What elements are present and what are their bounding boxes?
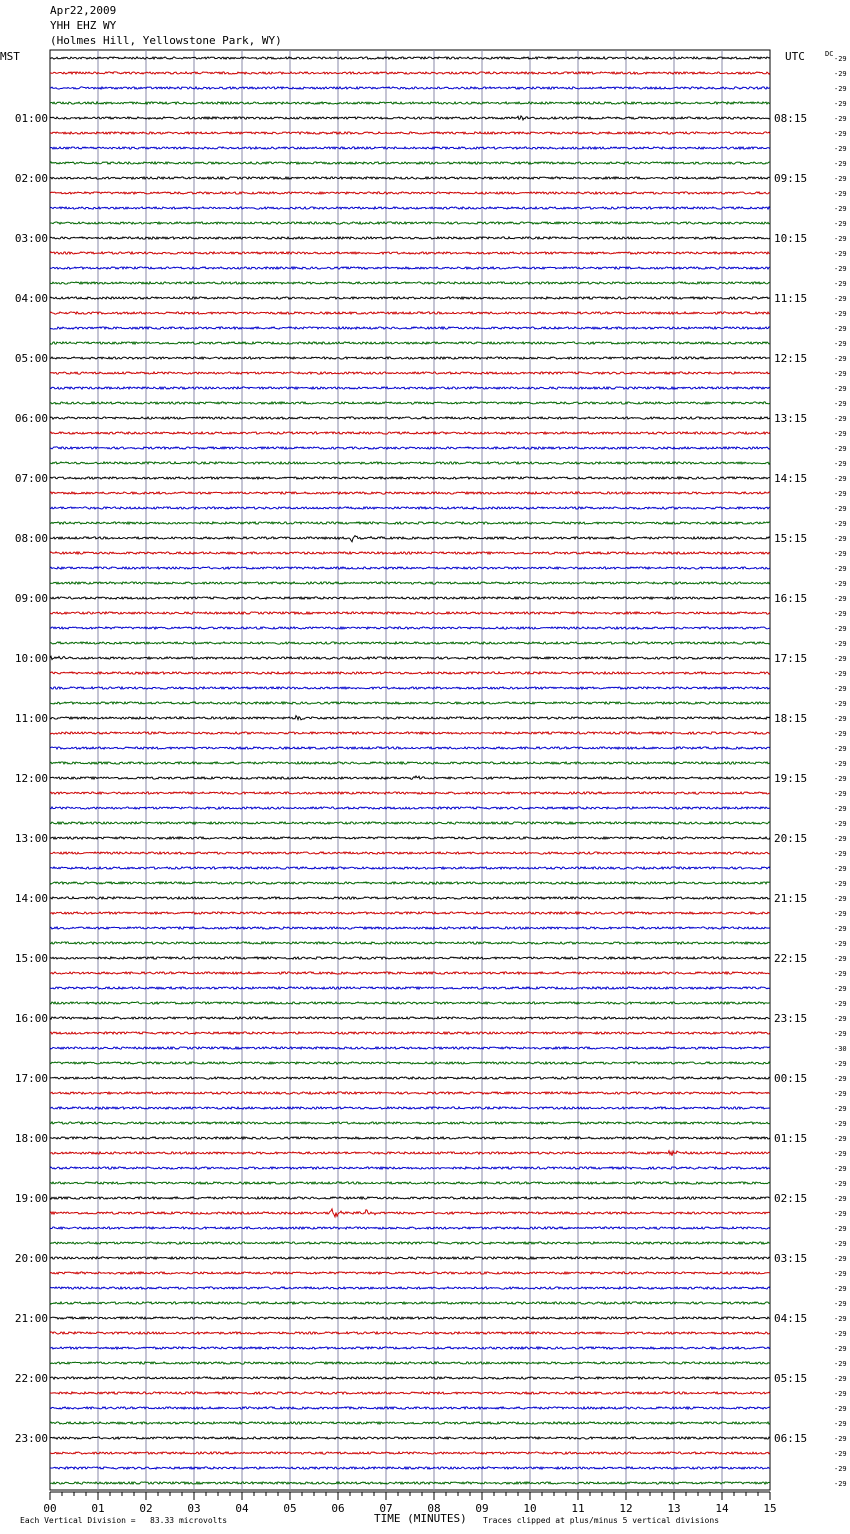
trace-row <box>50 102 770 104</box>
trace-row <box>50 1137 770 1139</box>
dc-offset-label: -29 <box>834 100 847 108</box>
trace-row <box>50 957 770 959</box>
right-time-label: 23:15 <box>774 1012 808 1025</box>
dc-offset-label: -29 <box>834 955 847 963</box>
trace-row <box>50 222 770 224</box>
right-time-label: 08:15 <box>774 112 808 125</box>
trace-row <box>50 1392 770 1394</box>
dc-offset-label: -29 <box>834 1090 847 1098</box>
left-time-label: 18:00 <box>14 1132 48 1145</box>
trace-row <box>50 72 770 74</box>
dc-offset-label: -30 <box>834 1045 847 1053</box>
dc-offset-label: -29 <box>834 1360 847 1368</box>
dc-offset-label: -29 <box>834 1390 847 1398</box>
dc-offset-label: -29 <box>834 1465 847 1473</box>
trace-row <box>50 1347 770 1349</box>
trace-row <box>50 297 770 299</box>
dc-offset-label: -29 <box>834 535 847 543</box>
trace-row <box>50 807 770 809</box>
right-time-label: 22:15 <box>774 952 808 965</box>
dc-offset-label: -29 <box>834 430 847 438</box>
trace-row <box>50 447 770 449</box>
trace-row <box>50 237 770 239</box>
trace-row <box>50 867 770 869</box>
dc-offset-label: -29 <box>834 145 847 153</box>
trace-row <box>50 656 770 659</box>
dc-offset-label: -29 <box>834 1330 847 1338</box>
right-time-label: 12:15 <box>774 352 808 365</box>
x-tick-label: 07 <box>379 1502 393 1515</box>
left-time-label: 08:00 <box>14 532 48 545</box>
dc-offset-label: -29 <box>834 1030 847 1038</box>
trace-row <box>50 642 770 644</box>
dc-offset-label: -29 <box>834 415 847 423</box>
trace-row <box>50 1209 770 1217</box>
dc-offset-label: -29 <box>834 940 847 948</box>
dc-label: DC <box>825 50 834 58</box>
dc-offset-label: -29 <box>834 640 847 648</box>
left-time-label: 07:00 <box>14 472 48 485</box>
trace-row <box>50 792 770 794</box>
right-time-label: 18:15 <box>774 712 808 725</box>
trace-row <box>50 1151 770 1156</box>
trace-row <box>50 1227 770 1229</box>
trace-row <box>50 852 770 854</box>
dc-offset-label: -29 <box>834 700 847 708</box>
dc-offset-label: -29 <box>834 280 847 288</box>
dc-offset-label: -29 <box>834 250 847 258</box>
right-time-label: 06:15 <box>774 1432 808 1445</box>
dc-offset-label: -29 <box>834 1480 847 1488</box>
left-time-label: 06:00 <box>14 412 48 425</box>
right-time-label: 13:15 <box>774 412 808 425</box>
dc-offset-label: -29 <box>834 1375 847 1383</box>
trace-row <box>50 897 770 899</box>
trace-row <box>50 192 770 194</box>
trace-row <box>50 522 770 524</box>
right-time-label: 05:15 <box>774 1372 808 1385</box>
dc-offset-label: -29 <box>834 1105 847 1113</box>
trace-row <box>50 882 770 884</box>
trace-row <box>50 1407 770 1409</box>
dc-offset-label: -29 <box>834 355 847 363</box>
left-time-label: 03:00 <box>14 232 48 245</box>
trace-row <box>50 1302 770 1304</box>
dc-offset-label: -29 <box>834 235 847 243</box>
dc-offset-label: -29 <box>834 445 847 453</box>
x-tick-label: 08 <box>427 1502 441 1515</box>
trace-row <box>50 1092 770 1094</box>
right-time-label: 17:15 <box>774 652 808 665</box>
x-tick-label: 10 <box>523 1502 537 1515</box>
trace-row <box>50 327 770 329</box>
trace-row <box>50 1242 770 1244</box>
x-tick-label: 11 <box>571 1502 585 1515</box>
left-time-label: 23:00 <box>14 1432 48 1445</box>
dc-offset-label: -29 <box>834 1435 847 1443</box>
right-time-label: 11:15 <box>774 292 808 305</box>
right-time-label: 10:15 <box>774 232 808 245</box>
dc-offset-label: -29 <box>834 1450 847 1458</box>
dc-offset-label: -29 <box>834 670 847 678</box>
dc-offset-label: -29 <box>834 580 847 588</box>
dc-offset-label: -29 <box>834 1285 847 1293</box>
trace-row <box>50 1047 770 1049</box>
dc-offset-label: -29 <box>834 685 847 693</box>
left-time-label: 17:00 <box>14 1072 48 1085</box>
dc-offset-label: -29 <box>834 1060 847 1068</box>
trace-row <box>50 672 770 674</box>
dc-offset-label: -29 <box>834 1000 847 1008</box>
trace-row <box>50 177 770 179</box>
trace-row <box>50 1017 770 1019</box>
trace-row <box>50 1122 770 1124</box>
header-location: (Holmes Hill, Yellowstone Park, WY) <box>50 34 282 47</box>
dc-offset-label: -29 <box>834 820 847 828</box>
dc-offset-label: -29 <box>834 1420 847 1428</box>
x-axis-title: TIME (MINUTES) <box>374 1512 467 1525</box>
right-time-label: 00:15 <box>774 1072 808 1085</box>
x-tick-label: 15 <box>763 1502 777 1515</box>
dc-offset-label: -29 <box>834 610 847 618</box>
trace-row <box>50 1317 770 1319</box>
dc-offset-label: -29 <box>834 1195 847 1203</box>
trace-row <box>50 942 770 944</box>
trace-row <box>50 1332 770 1334</box>
x-tick-label: 09 <box>475 1502 489 1515</box>
trace-row <box>50 927 770 929</box>
trace-row <box>50 492 770 494</box>
trace-row <box>50 1377 770 1379</box>
left-time-label: 02:00 <box>14 172 48 185</box>
dc-offset-label: -29 <box>834 325 847 333</box>
left-time-label: 10:00 <box>14 652 48 665</box>
trace-row <box>50 1032 770 1034</box>
dc-offset-label: -29 <box>834 895 847 903</box>
trace-row <box>50 1422 770 1424</box>
trace-row <box>50 1272 770 1274</box>
dc-offset-label: -29 <box>834 55 847 63</box>
trace-row <box>50 747 770 749</box>
left-time-label: 16:00 <box>14 1012 48 1025</box>
trace-row <box>50 477 770 479</box>
left-time-label: 04:00 <box>14 292 48 305</box>
trace-row <box>50 1107 770 1109</box>
trace-row <box>50 912 770 914</box>
dc-offset-label: -29 <box>834 1165 847 1173</box>
dc-offset-label: -29 <box>834 595 847 603</box>
dc-offset-label: -29 <box>834 925 847 933</box>
dc-offset-label: -29 <box>834 1120 847 1128</box>
dc-offset-label: -29 <box>834 1405 847 1413</box>
dc-offset-label: -29 <box>834 1255 847 1263</box>
dc-offset-label: -29 <box>834 205 847 213</box>
dc-offset-label: -29 <box>834 190 847 198</box>
right-time-label: 04:15 <box>774 1312 808 1325</box>
trace-row <box>50 627 770 629</box>
trace-row <box>50 597 770 599</box>
dc-offset-label: -29 <box>834 70 847 78</box>
trace-row <box>50 1452 770 1454</box>
dc-offset-label: -29 <box>834 265 847 273</box>
left-time-label: 19:00 <box>14 1192 48 1205</box>
x-tick-label: 02 <box>139 1502 153 1515</box>
dc-offset-label: -29 <box>834 295 847 303</box>
trace-row <box>50 552 770 554</box>
dc-offset-label: -29 <box>834 460 847 468</box>
right-time-label: 21:15 <box>774 892 808 905</box>
trace-row <box>50 267 770 269</box>
dc-offset-label: -29 <box>834 370 847 378</box>
clip-note: Traces clipped at plus/minus 5 vertical divisions <box>483 1516 720 1525</box>
dc-offset-label: -29 <box>834 865 847 873</box>
trace-row <box>50 207 770 209</box>
dc-offset-label: -29 <box>834 175 847 183</box>
dc-offset-label: -29 <box>834 970 847 978</box>
left-time-label: 14:00 <box>14 892 48 905</box>
trace-row <box>50 762 770 764</box>
left-time-label: 11:00 <box>14 712 48 725</box>
trace-row <box>50 1167 770 1169</box>
header-station: YHH EHZ WY <box>50 19 117 32</box>
dc-offset-label: -29 <box>834 715 847 723</box>
dc-offset-label: -29 <box>834 835 847 843</box>
trace-row <box>50 987 770 989</box>
trace-row <box>50 1362 770 1364</box>
right-time-label: 15:15 <box>774 532 808 545</box>
left-time-label: 13:00 <box>14 832 48 845</box>
dc-offset-label: -29 <box>834 625 847 633</box>
x-tick-label: 01 <box>91 1502 105 1515</box>
dc-offset-label: -29 <box>834 1225 847 1233</box>
trace-row <box>50 132 770 134</box>
trace-row <box>50 252 770 254</box>
trace-row <box>50 282 770 284</box>
left-timezone-label: MST <box>0 50 20 63</box>
trace-row <box>50 312 770 314</box>
dc-offset-label: -29 <box>834 730 847 738</box>
trace-row <box>50 87 770 89</box>
dc-offset-label: -29 <box>834 400 847 408</box>
trace-row <box>50 147 770 149</box>
dc-offset-label: -29 <box>834 220 847 228</box>
trace-row <box>50 1287 770 1289</box>
right-time-label: 02:15 <box>774 1192 808 1205</box>
left-time-label: 09:00 <box>14 592 48 605</box>
dc-offset-label: -29 <box>834 790 847 798</box>
dc-offset-label: -29 <box>834 850 847 858</box>
scale-note: Each Vertical Division = 83.33 microvolts <box>20 1516 228 1525</box>
trace-row <box>50 1467 770 1469</box>
dc-offset-label: -29 <box>834 1270 847 1278</box>
trace-row <box>50 342 770 344</box>
dc-offset-label: -29 <box>834 745 847 753</box>
trace-row <box>50 687 770 689</box>
trace-row <box>50 507 770 509</box>
trace-row <box>50 567 770 569</box>
dc-offset-label: -29 <box>834 340 847 348</box>
trace-row <box>50 732 770 734</box>
dc-offset-label: -29 <box>834 655 847 663</box>
left-time-label: 21:00 <box>14 1312 48 1325</box>
left-time-label: 12:00 <box>14 772 48 785</box>
right-time-label: 03:15 <box>774 1252 808 1265</box>
trace-row <box>50 1182 770 1184</box>
dc-offset-label: -29 <box>834 1240 847 1248</box>
trace-row <box>50 1002 770 1004</box>
dc-offset-label: -29 <box>834 1015 847 1023</box>
trace-row <box>50 462 770 464</box>
dc-offset-label: -29 <box>834 1210 847 1218</box>
x-tick-label: 04 <box>235 1502 249 1515</box>
left-time-label: 01:00 <box>14 112 48 125</box>
dc-offset-label: -29 <box>834 475 847 483</box>
dc-offset-label: -29 <box>834 1150 847 1158</box>
trace-row <box>50 57 770 59</box>
trace-row <box>50 372 770 374</box>
x-tick-label: 06 <box>331 1502 345 1515</box>
trace-row <box>50 1077 770 1079</box>
dc-offset-label: -29 <box>834 1135 847 1143</box>
trace-row <box>50 357 770 359</box>
trace-row <box>50 162 770 164</box>
dc-offset-label: -29 <box>834 910 847 918</box>
trace-row <box>50 972 770 974</box>
dc-offset-label: -29 <box>834 310 847 318</box>
dc-offset-label: -29 <box>834 490 847 498</box>
trace-row <box>50 837 770 839</box>
dc-offset-label: -29 <box>834 550 847 558</box>
dc-offset-label: -29 <box>834 115 847 123</box>
trace-row <box>50 1197 770 1199</box>
x-tick-label: 13 <box>667 1502 681 1515</box>
trace-row <box>50 387 770 389</box>
trace-row <box>50 582 770 584</box>
dc-offset-label: -29 <box>834 385 847 393</box>
left-time-label: 15:00 <box>14 952 48 965</box>
right-time-label: 16:15 <box>774 592 808 605</box>
dc-offset-label: -29 <box>834 160 847 168</box>
dc-offset-label: -29 <box>834 1180 847 1188</box>
dc-offset-label: -29 <box>834 880 847 888</box>
trace-row <box>50 1437 770 1439</box>
dc-offset-label: -29 <box>834 760 847 768</box>
trace-row <box>50 116 770 120</box>
dc-offset-label: -29 <box>834 985 847 993</box>
trace-row <box>50 1482 770 1484</box>
dc-offset-label: -29 <box>834 520 847 528</box>
trace-row <box>50 716 770 720</box>
header-date: Apr22,2009 <box>50 4 117 17</box>
dc-offset-label: -29 <box>834 130 847 138</box>
right-time-label: 01:15 <box>774 1132 808 1145</box>
trace-row <box>50 417 770 419</box>
left-time-label: 05:00 <box>14 352 48 365</box>
trace-row <box>50 432 770 434</box>
trace-row <box>50 702 770 704</box>
x-tick-label: 12 <box>619 1502 633 1515</box>
left-time-label: 22:00 <box>14 1372 48 1385</box>
dc-offset-label: -29 <box>834 1315 847 1323</box>
right-time-label: 20:15 <box>774 832 808 845</box>
dc-offset-label: -29 <box>834 1345 847 1353</box>
x-tick-label: 00 <box>43 1502 57 1515</box>
trace-row <box>50 776 770 779</box>
right-time-label: 14:15 <box>774 472 808 485</box>
dc-offset-label: -29 <box>834 565 847 573</box>
x-tick-label: 05 <box>283 1502 297 1515</box>
dc-offset-label: -29 <box>834 505 847 513</box>
trace-row <box>50 536 770 542</box>
right-time-label: 19:15 <box>774 772 808 785</box>
trace-row <box>50 1257 770 1259</box>
right-time-label: 09:15 <box>774 172 808 185</box>
dc-offset-label: -29 <box>834 1300 847 1308</box>
x-tick-label: 14 <box>715 1502 729 1515</box>
dc-offset-label: -29 <box>834 775 847 783</box>
trace-row <box>50 1062 770 1064</box>
left-time-label: 20:00 <box>14 1252 48 1265</box>
trace-row <box>50 612 770 614</box>
trace-row <box>50 822 770 824</box>
x-tick-label: 03 <box>187 1502 201 1515</box>
dc-offset-label: -29 <box>834 85 847 93</box>
right-timezone-label: UTC <box>785 50 805 63</box>
trace-row <box>50 402 770 404</box>
dc-offset-label: -29 <box>834 1075 847 1083</box>
dc-offset-label: -29 <box>834 805 847 813</box>
